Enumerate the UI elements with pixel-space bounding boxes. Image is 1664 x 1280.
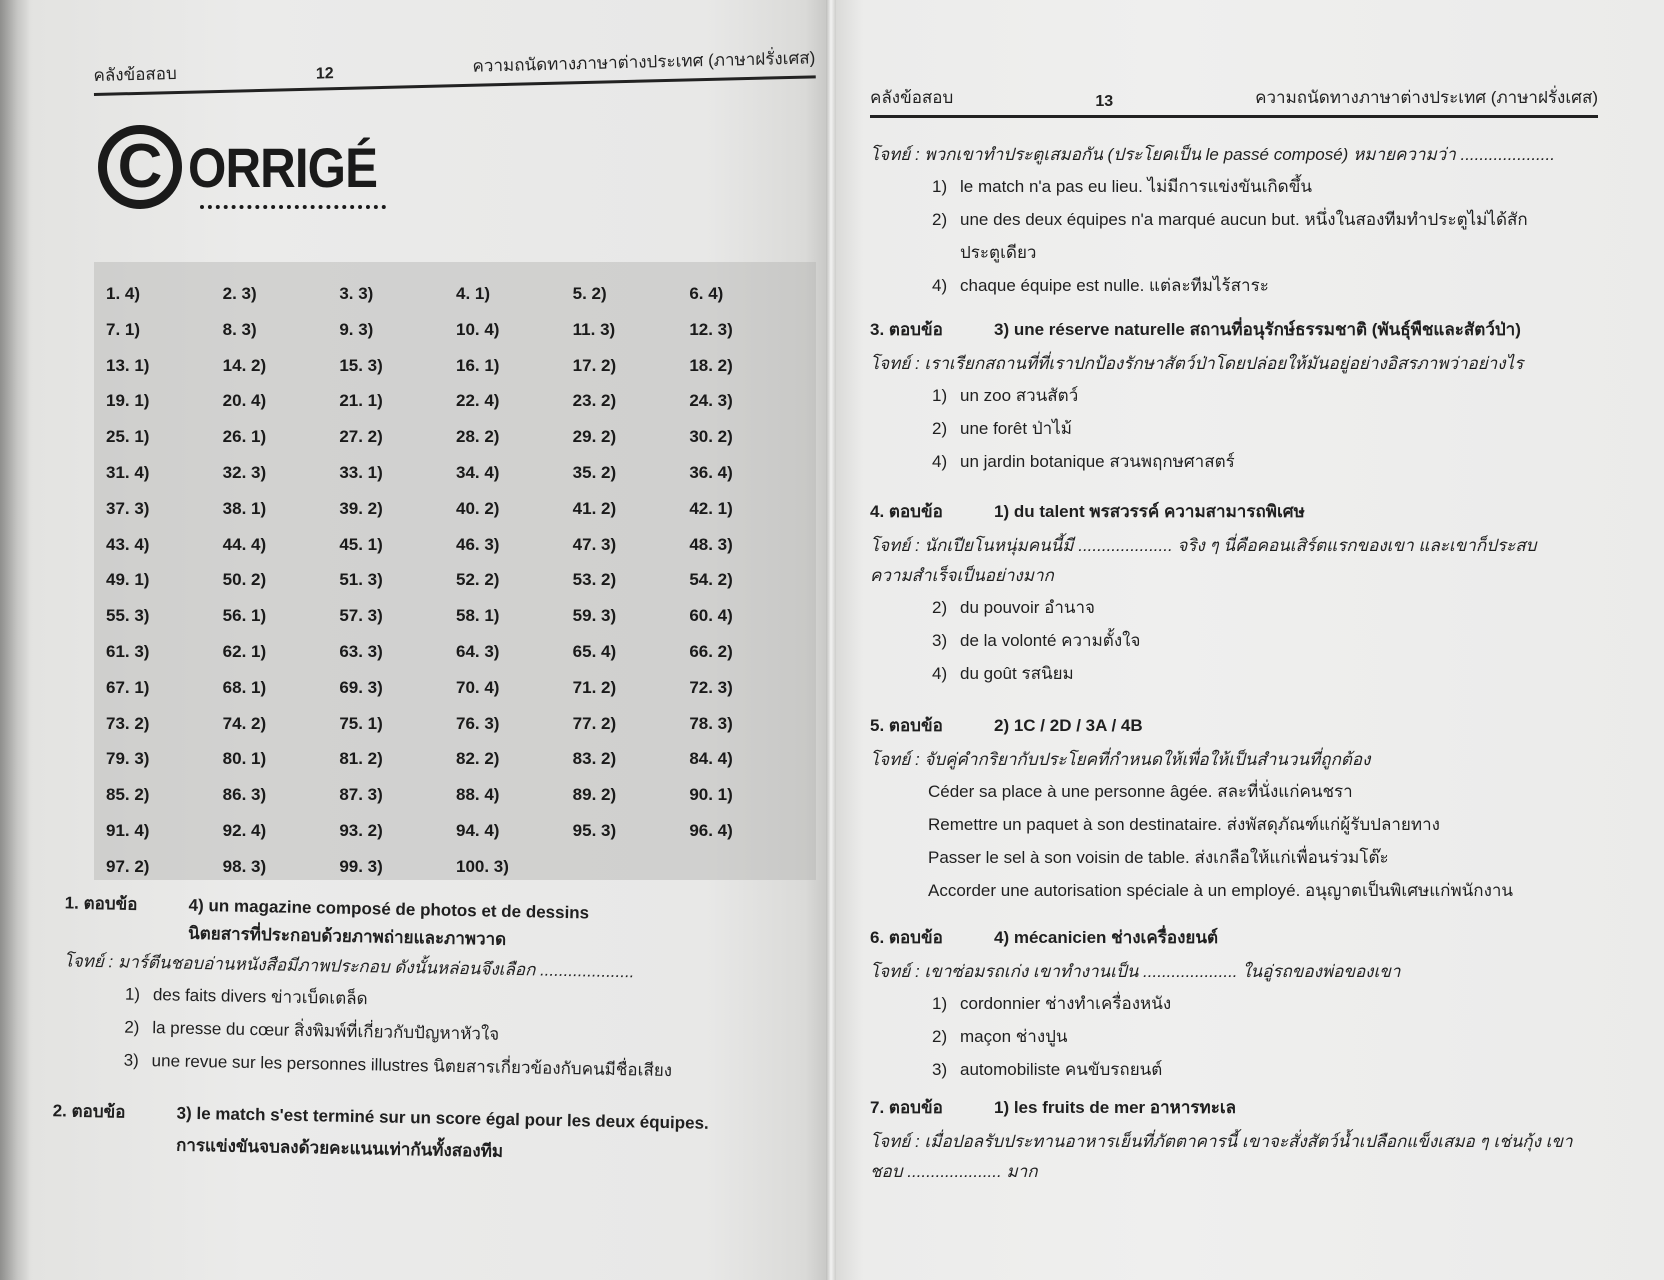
question-prompt: โจทย์ : มาร์ตีนชอบอ่านหนังสือมีภาพประกอบ ดังนั้นหล่อนจึงเลือก ....................	[63, 951, 635, 982]
question-number: 5. ตอบข้อ	[870, 716, 943, 735]
option-text: du goût รสนิยม	[960, 664, 1074, 683]
question-number: 6. ตอบข้อ	[870, 928, 943, 947]
answer-key-item: 80. 1)	[222, 749, 267, 769]
answer-key-item: 98. 3)	[222, 856, 267, 876]
answer-key-item: 39. 2)	[339, 498, 383, 518]
corrige-title: ORRIGÉ	[188, 135, 378, 199]
option-number: 4)	[932, 452, 948, 471]
question-number: 3. ตอบข้อ	[870, 320, 943, 339]
answer-key-item: 4. 1)	[455, 284, 491, 303]
question-number: 4. ตอบข้อ	[870, 502, 943, 521]
answer-key-item: 88. 4)	[455, 785, 500, 805]
answer-key-item: 9. 3)	[339, 319, 374, 339]
answer-key-item: 10. 4)	[455, 319, 500, 339]
running-head-subject: ความถนัดทางภาษาต่างประเทศ (ภาษาฝรั่งเศส)	[1255, 88, 1598, 107]
explanation-q6	[870, 924, 1630, 1086]
running-head-book-title: คลังข้อสอบ	[870, 88, 954, 107]
option-number: 1)	[932, 994, 948, 1013]
answer-key-item: 93. 2)	[339, 820, 383, 840]
answer-key-item: 11. 3)	[572, 319, 616, 339]
answer-key-item: 57. 3)	[339, 606, 383, 626]
question-number: 1. ตอบข้อ	[64, 893, 138, 914]
answer-key-item: 24. 3)	[689, 391, 733, 411]
matching-item: Passer le sel à son voisin de table. ส่งเกลือให้แก่เพื่อนร่วมโต๊ะ	[928, 848, 1389, 867]
answer-key-item: 73. 2)	[106, 713, 150, 733]
option-text: du pouvoir อำนาจ	[960, 598, 1095, 617]
correct-answer-translation: การแข่งขันจบลงด้วยคะแนนเท่ากันทั้งสองทีม	[175, 1135, 504, 1161]
option-text: chaque équipe est nulle. แต่ละทีมไร้สาระ	[960, 276, 1269, 295]
answer-key-item: 26. 1)	[222, 427, 267, 447]
answer-key-item: 87. 3)	[339, 785, 383, 805]
matching-item: Accorder une autorisation spéciale à un employé. อนุญาตเป็นพิเศษแก่พนักงาน	[928, 881, 1514, 900]
correct-answer: 4) un magazine composé de photos et de dessins	[188, 895, 590, 923]
option-text: de la volonté ความตั้งใจ	[960, 631, 1141, 650]
option-text: le match n'a pas eu lieu. ไม่มีการแข่งขันเกิดขึ้น	[960, 177, 1312, 196]
option-number: 4)	[932, 276, 948, 295]
answer-key-item: 54. 2)	[689, 570, 733, 590]
option-text: cordonnier ช่างทำเครื่องหนัง	[960, 994, 1172, 1013]
answer-key-item: 79. 3)	[106, 749, 150, 769]
option-number: 3)	[932, 1060, 948, 1079]
answer-key-item: 29. 2)	[572, 427, 617, 447]
running-head-left	[93, 44, 816, 96]
answer-option	[870, 1020, 1630, 1053]
answer-key-item: 76. 3)	[455, 713, 500, 733]
answer-key-item: 20. 4)	[222, 391, 267, 411]
answer-option	[870, 1053, 1630, 1086]
answer-key-item: 50. 2)	[222, 570, 267, 590]
option-text: automobiliste คนขับรถยนต์	[960, 1060, 1163, 1079]
answer-option	[870, 657, 1630, 690]
answer-key-item: 27. 2)	[339, 427, 383, 447]
option-text: une forêt ป่าไม้	[960, 419, 1072, 438]
running-head-right	[870, 84, 1598, 118]
option-number: 1)	[932, 177, 948, 196]
running-head-subject: ความถนัดทางภาษาต่างประเทศ (ภาษาฝรั่งเศส)	[472, 48, 816, 76]
answer-key-item: 66. 2)	[689, 641, 733, 661]
answer-key-item: 35. 2)	[572, 462, 617, 482]
answer-key-item: 58. 1)	[455, 606, 500, 626]
answer-key-item: 48. 3)	[689, 534, 733, 554]
correct-answer-translation: นิตยสารที่ประกอบด้วยภาพถ่ายและภาพวาด	[187, 923, 507, 949]
answer-key-item: 12. 3)	[689, 319, 733, 339]
question-prompt: โจทย์ : นักเปียโนหนุ่มคนนี้มี .................... จริง ๆ นี่คือคอนเสิร์ตแรกของเขา และเขาก็ประสบ	[870, 536, 1537, 555]
answer-key-item: 65. 4)	[572, 641, 617, 661]
option-text: un zoo สวนสัตว์	[960, 386, 1079, 405]
correct-answer: 4) mécanicien ช่างเครื่องยนต์	[994, 928, 1218, 947]
question-prompt-continued: ความสำเร็จเป็นอย่างมาก	[870, 566, 1054, 585]
answer-key-item: 33. 1)	[339, 462, 383, 482]
answer-option	[870, 591, 1630, 624]
answer-key-item: 71. 2)	[572, 677, 617, 697]
correct-answer: 2) 1C / 2D / 3A / 4B	[994, 716, 1143, 735]
answer-key-item: 74. 2)	[222, 713, 267, 733]
option-number: 2)	[932, 598, 948, 617]
answer-option	[870, 987, 1630, 1020]
explanation-q7	[870, 1094, 1630, 1187]
option-number: 3)	[932, 631, 948, 650]
answer-key-item: 1. 4)	[106, 284, 141, 303]
answer-key-item: 22. 4)	[455, 391, 500, 411]
answer-key-item: 28. 2)	[455, 427, 500, 447]
answer-key-item: 44. 4)	[222, 534, 267, 554]
answer-key-item: 89. 2)	[572, 785, 617, 805]
answer-key-item: 69. 3)	[339, 677, 383, 697]
corrige-logo	[98, 125, 403, 209]
book-edge-shadow	[0, 0, 30, 1280]
answer-key-item: 16. 1)	[455, 355, 500, 375]
answer-key-item: 43. 4)	[106, 534, 150, 554]
answer-key-item: 5. 2)	[572, 284, 607, 303]
answer-option	[870, 624, 1630, 657]
matching-item: Céder sa place à une personne âgée. สละที่นั่งแก่คนชรา	[928, 782, 1353, 801]
page-13	[830, 0, 1664, 1280]
answer-key-item: 31. 4)	[106, 462, 150, 482]
answer-key-item: 41. 2)	[572, 498, 617, 518]
option-number: 1)	[932, 386, 948, 405]
answer-key-item: 90. 1)	[689, 785, 733, 805]
answer-key-item: 6. 4)	[689, 284, 724, 303]
question-prompt: โจทย์ : เราเรียกสถานที่ที่เราปกป้องรักษาสัตว์ป่าโดยปล่อยให้มันอยู่อย่างอิสรภาพว่าอย่างไร	[870, 354, 1524, 373]
answer-key-item: 32. 3)	[222, 462, 267, 482]
answer-key-item: 3. 3)	[339, 284, 374, 303]
answer-key-item: 46. 3)	[455, 534, 500, 554]
answer-key-item: 30. 2)	[689, 427, 733, 447]
answer-key-item: 51. 3)	[339, 570, 383, 590]
answer-key-item: 53. 2)	[572, 570, 617, 590]
answer-option	[870, 170, 1630, 203]
answer-key-item: 19. 1)	[106, 391, 150, 411]
answer-option	[870, 269, 1630, 302]
option-text: maçon ช่างปูน	[960, 1027, 1068, 1046]
book-gutter	[826, 0, 836, 1280]
answer-key-item: 60. 4)	[689, 606, 733, 626]
answer-key-item: 21. 1)	[339, 391, 383, 411]
explanation-q4	[870, 498, 1630, 690]
explanation-q1	[61, 889, 784, 1089]
answer-key-item: 96. 4)	[689, 820, 733, 840]
answer-key-item: 86. 3)	[222, 785, 267, 805]
option-text: une revue sur les personnes illustres นิตยสารเกี่ยวข้องกับคนมีชื่อเสียง	[151, 1051, 673, 1081]
running-head-book-title: คลังข้อสอบ	[93, 63, 178, 86]
explanation-q3	[870, 316, 1630, 478]
page-12	[0, 0, 830, 1280]
answer-key-item: 14. 2)	[222, 355, 267, 375]
answer-key-item: 77. 2)	[572, 713, 617, 733]
answer-key-item: 85. 2)	[106, 785, 150, 805]
answer-option	[870, 379, 1630, 412]
answer-key-item: 18. 2)	[689, 355, 733, 375]
option-text: des faits divers ข่าวเบ็ดเตล็ด	[152, 985, 368, 1009]
answer-key-item: 23. 2)	[572, 391, 617, 411]
dotted-underline	[200, 205, 386, 209]
answer-key-grid	[94, 262, 816, 880]
answer-key-item: 13. 1)	[106, 355, 150, 375]
answer-key-item: 42. 1)	[689, 498, 733, 518]
answer-key-item: 97. 2)	[106, 856, 150, 876]
answer-option	[870, 203, 1630, 236]
explanation-q2-continued	[870, 140, 1630, 302]
answer-option	[870, 445, 1630, 478]
question-prompt: โจทย์ : จับคู่คำกริยากับประโยคที่กำหนดให้เพื่อให้เป็นสำนวนที่ถูกต้อง	[870, 750, 1371, 769]
option-number: 4)	[932, 664, 948, 683]
correct-answer: 1) les fruits de mer อาหารทะเล	[994, 1098, 1237, 1117]
answer-key-item: 8. 3)	[222, 319, 257, 339]
option-number	[932, 236, 960, 269]
answer-key-item: 78. 3)	[689, 713, 733, 733]
answer-key-item: 94. 4)	[455, 820, 500, 840]
answer-key-item: 67. 1)	[106, 677, 150, 697]
answer-key-item: 7. 1)	[106, 319, 141, 339]
answer-key-item: 99. 3)	[339, 856, 383, 876]
answer-key-item: 37. 3)	[106, 498, 150, 518]
option-text: une des deux équipes n'a marqué aucun but. หนึ่งในสองทีมทำประตูไม่ได้สัก	[960, 210, 1528, 229]
explanation-q5	[870, 712, 1630, 907]
question-number: 7. ตอบข้อ	[870, 1098, 943, 1117]
answer-key-item: 64. 3)	[455, 641, 500, 661]
answer-key-item: 62. 1)	[222, 641, 267, 661]
answer-key-item: 56. 1)	[222, 606, 267, 626]
answer-key-item: 63. 3)	[339, 641, 383, 661]
answer-key-item: 34. 4)	[455, 462, 500, 482]
question-number: 2. ตอบข้อ	[52, 1101, 126, 1122]
answer-key-item: 84. 4)	[689, 749, 733, 769]
question-prompt: โจทย์ : เขาซ่อมรถเก่ง เขาทำงานเป็น .................... ในอู่รถของพ่อของเขา	[870, 962, 1401, 981]
answer-key-item: 95. 3)	[572, 820, 617, 840]
copyright-c-icon: C	[98, 125, 182, 209]
answer-key-item: 25. 1)	[106, 427, 150, 447]
matching-item: Remettre un paquet à son destinataire. ส่งพัสดุภัณฑ์แก่ผู้รับปลายทาง	[928, 815, 1440, 834]
answer-key-item: 83. 2)	[572, 749, 617, 769]
answer-option	[870, 412, 1630, 445]
correct-answer: 3) une réserve naturelle สถานที่อนุรักษ์ธรรมชาติ (พันธุ์พืชและสัตว์ป่า)	[994, 320, 1521, 339]
answer-key-item: 92. 4)	[222, 820, 267, 840]
answer-key-item: 40. 2)	[455, 498, 500, 518]
answer-key-item: 59. 3)	[572, 606, 617, 626]
question-prompt-continued: ชอบ .................... มาก	[870, 1162, 1038, 1181]
answer-key-item: 100. 3)	[455, 856, 509, 876]
answer-key-item: 17. 2)	[572, 355, 617, 375]
option-text: ประตูเดียว	[960, 243, 1037, 262]
option-number: 2)	[932, 419, 948, 438]
answer-key-item: 15. 3)	[339, 355, 383, 375]
answer-key-item: 52. 2)	[455, 570, 500, 590]
correct-answer: 3) le match s'est terminé sur un score égal pour les deux équipes.	[176, 1103, 709, 1133]
option-text: la presse du cœur สิ่งพิมพ์ที่เกี่ยวกับปัญหาหัวใจ	[152, 1018, 500, 1044]
answer-key-item: 81. 2)	[339, 749, 383, 769]
answer-key-item: 91. 4)	[106, 820, 150, 840]
option-number: 2)	[932, 1027, 948, 1046]
page-number: 13	[1095, 93, 1114, 110]
question-prompt: โจทย์ : พวกเขาทำประตูเสมอกัน (ประโยคเป็น le passé composé) หมายความว่า ....................	[870, 145, 1555, 164]
option-number: 2)	[124, 1017, 140, 1037]
answer-key-item: 70. 4)	[455, 677, 500, 697]
answer-key-item: 72. 3)	[689, 677, 733, 697]
answer-option	[870, 236, 1630, 269]
answer-key-item: 47. 3)	[572, 534, 617, 554]
answer-key-item: 61. 3)	[106, 641, 150, 661]
answer-key-item: 68. 1)	[222, 677, 267, 697]
answer-key-item: 82. 2)	[455, 749, 500, 769]
option-number: 2)	[932, 210, 948, 229]
answer-key-item: 38. 1)	[222, 498, 267, 518]
correct-answer: 1) du talent พรสวรรค์ ความสามารถพิเศษ	[994, 502, 1305, 521]
answer-key-item: 2. 3)	[222, 284, 257, 303]
explanation-q2	[52, 1097, 773, 1172]
page-number: 12	[315, 65, 334, 83]
question-prompt: โจทย์ : เมื่อปอลรับประทานอาหารเย็นที่ภัตตาคารนี้ เขาจะสั่งสัตว์น้ำเปลือกแข็งเสมอ ๆ เช่นกุ้ง เขา	[870, 1132, 1573, 1151]
answer-key-item: 45. 1)	[339, 534, 383, 554]
option-number: 1)	[124, 984, 141, 1004]
answer-key-item: 75. 1)	[339, 713, 383, 733]
answer-key-item: 36. 4)	[689, 462, 733, 482]
answer-key-item: 55. 3)	[106, 606, 150, 626]
option-number: 3)	[123, 1050, 139, 1070]
answer-key-item: 49. 1)	[106, 570, 150, 590]
option-text: un jardin botanique สวนพฤกษศาสตร์	[960, 452, 1235, 471]
